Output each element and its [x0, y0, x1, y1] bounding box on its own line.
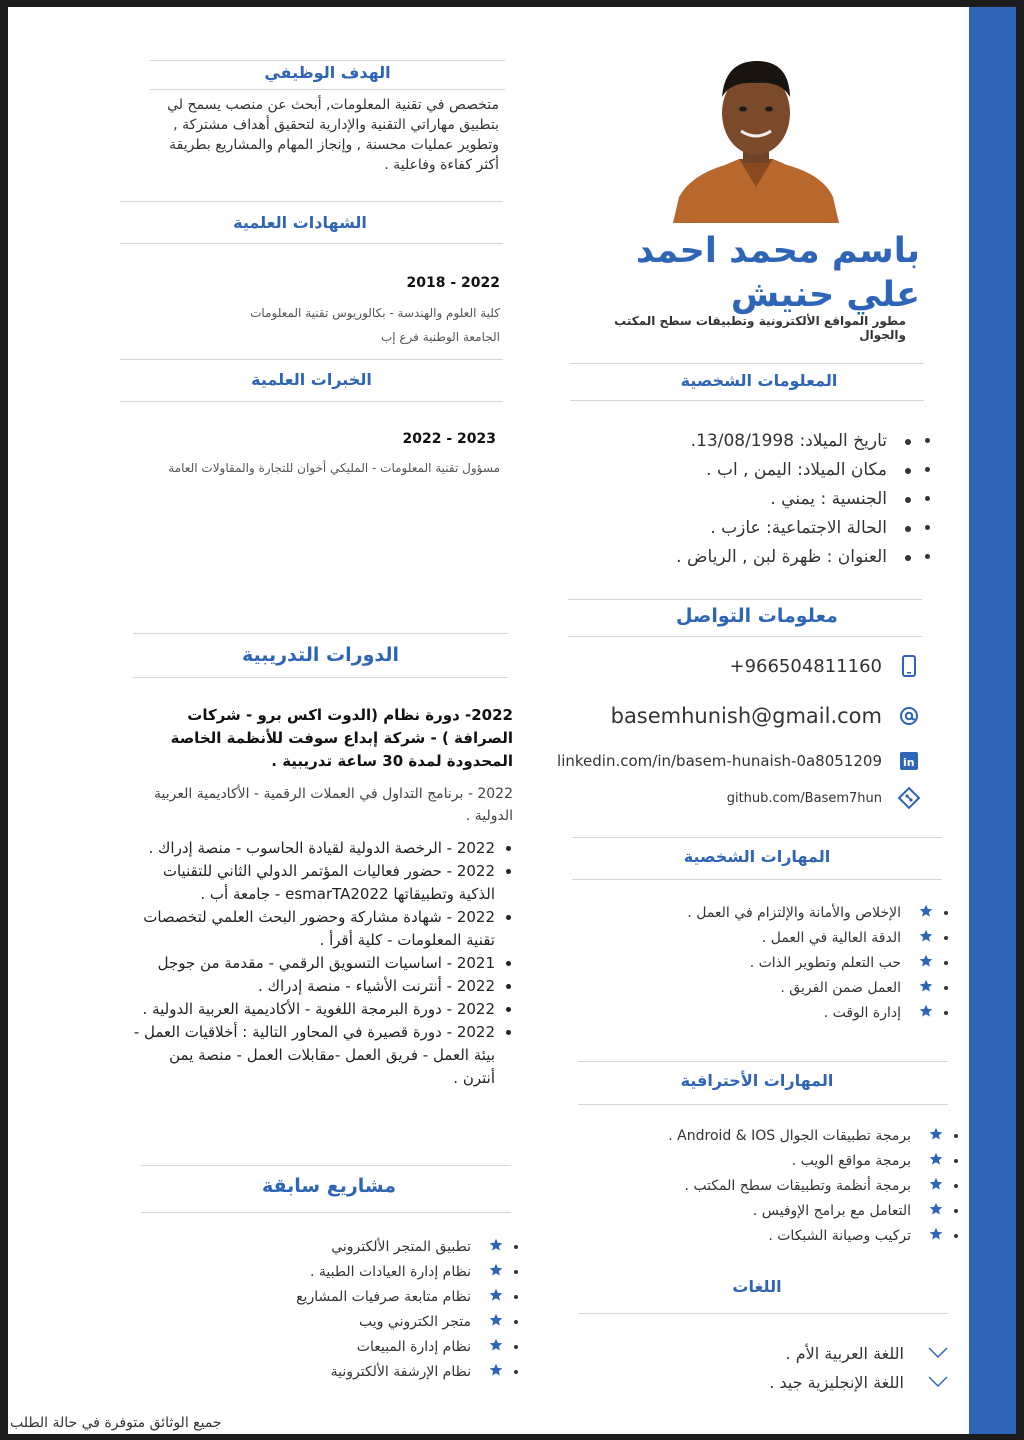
objective-title: الهدف الوظيفي [264, 63, 391, 82]
divider [150, 89, 505, 90]
star-icon [919, 904, 933, 918]
courses-title: الدورات التدريبية [241, 644, 400, 666]
education-title: الشهادات العلمية [233, 213, 367, 232]
list-item [598, 1149, 943, 1174]
divider [120, 201, 503, 202]
contact-phone-row [548, 654, 920, 678]
list-item [208, 1235, 503, 1260]
divider [578, 1061, 948, 1062]
full-name: باسم محمد احمد علي حنيش [636, 231, 920, 315]
divider [568, 636, 922, 637]
courses-bullet-list [133, 837, 513, 1090]
list-item [608, 976, 933, 1001]
projects-list [208, 1235, 503, 1385]
svg-text:in: in [903, 756, 915, 769]
education-degree: كلية العلوم والهندسة - بكالوريوس تقنية المعلومات [250, 306, 500, 320]
language-row [648, 1339, 948, 1367]
experience-years: 2022 - 2023 [402, 431, 496, 447]
email-at-icon [898, 705, 920, 727]
skill-text: برمجة أنظمة وتطبيقات سطح المكتب . [684, 1178, 911, 1194]
linkedin-icon [898, 750, 920, 772]
list-item [598, 1199, 943, 1224]
email-text[interactable]: basemhunish@gmail.com [610, 704, 882, 728]
experience-title: الخبرات العلمية [251, 370, 372, 389]
language-text: اللغة الإنجليزية جيد . [769, 1372, 904, 1392]
list-item: • 2022 - دورة البرمجة اللغوية - الأكاديمية العربية الدولية . [133, 998, 495, 1021]
contact-email-row [548, 704, 920, 728]
star-icon [929, 1152, 943, 1166]
phone-icon [898, 655, 920, 677]
project-text: نظام متابعة صرفيات المشاريع [296, 1289, 471, 1305]
personal-skills-list [608, 901, 933, 1026]
divider [133, 677, 508, 678]
contact-github-row [548, 786, 920, 810]
linkedin-text[interactable]: linkedin.com/in/basem-hunaish-0a8051209 [557, 752, 882, 770]
contact-title: معلومات التواصل [676, 605, 838, 627]
personal-info-item: • مكان الميلاد: اليمن , اب . [608, 456, 913, 485]
skill-text: العمل ضمن الفريق . [780, 980, 901, 996]
course-paragraph: 2022- دورة نظام (الدوت اكس برو - شركات الصرافة ) - شركة إبداع سوفت للأنظمة الخاصة المحدودة لمدة 30 ساعة تدريبية . [170, 706, 513, 770]
side-color-band [969, 7, 1016, 1434]
star-icon [489, 1263, 503, 1277]
list-item [598, 1174, 943, 1199]
resume-page [8, 7, 1016, 1434]
divider [572, 879, 942, 880]
phone-text[interactable]: +966504811160 [729, 655, 882, 677]
project-text: نظام إدارة المبيعات [356, 1339, 471, 1355]
divider [133, 633, 508, 634]
experience-role: مسؤول تقنية المعلومات - المليكي أخوان للتجارة والمقاولات العامة [168, 461, 500, 475]
star-icon [929, 1202, 943, 1216]
professional-skills-list [598, 1124, 943, 1249]
divider [578, 1104, 948, 1105]
language-text: اللغة العربية الأم . [785, 1343, 904, 1363]
professional-skills-title: المهارات الأحترافية [680, 1071, 834, 1090]
divider [141, 1165, 511, 1166]
list-item: • 2022 - الرخصة الدولية لقيادة الحاسوب - منصة إدراك . [133, 837, 495, 860]
star-icon [489, 1363, 503, 1377]
divider [578, 1313, 948, 1314]
languages-title: اللغات [732, 1277, 782, 1296]
list-item: • 2022 - حضور فعاليات المؤتمر الدولي الثاني للتقنيات الذكية وتطبيقاتها esmarTA2022 - جامعة أب . [133, 860, 495, 906]
divider [120, 401, 503, 402]
star-icon [489, 1313, 503, 1327]
skill-text: إدارة الوقت . [823, 1005, 901, 1021]
language-row [648, 1368, 948, 1396]
course-paragraph: 2022 - برنامج التداول في العملات الرقمية - الأكاديمية العربية الدولية . [154, 786, 513, 824]
divider [120, 359, 503, 360]
star-icon [919, 1004, 933, 1018]
list-item: • 2022 - أنترنت الأشياء - منصة إدراك . [133, 975, 495, 998]
personal-info-item: • العنوان : ظهرة لبن , الرياض . [608, 543, 913, 572]
personal-info-list [608, 427, 913, 572]
skill-text: الدقة العالية في العمل . [761, 930, 901, 946]
star-icon [929, 1227, 943, 1241]
divider [141, 1212, 511, 1213]
divider [570, 400, 924, 401]
contact-linkedin-row [508, 749, 920, 773]
list-item [598, 1124, 943, 1149]
github-text[interactable]: github.com/Basem7hun [726, 790, 882, 806]
star-icon [919, 954, 933, 968]
job-subtitle: مطور المواقع الألكترونية وتطبيقات سطح المكتب والجوال [614, 314, 906, 342]
divider [150, 60, 505, 61]
personal-info-item: • تاريخ الميلاد: 13/08/1998. [608, 427, 913, 456]
list-item [208, 1310, 503, 1335]
list-item: • 2022 - شهادة مشاركة وحضور البحث العلمي لتخصصات تقنية المعلومات - كلية أقرأ . [133, 906, 495, 952]
list-item [208, 1260, 503, 1285]
divider [120, 243, 503, 244]
star-icon [919, 979, 933, 993]
skill-text: حب التعلم وتطوير الذات . [749, 955, 901, 971]
objective-text: متخصص في تقنية المعلومات, أبحث عن منصب يسمح لي بتطبيق مهاراتي التقنية والإدارية لتحقيق أهداف مشتركة , وتطوير عمليات محسنة , وإنجاز المهام والمشاريع بطريقة أكثر كفاءة وفاعلية . [167, 97, 499, 173]
list-item [608, 951, 933, 976]
footer-note: جميع الوثائق متوفرة في حالة الطلب [10, 1415, 222, 1431]
list-item [208, 1335, 503, 1360]
list-item [608, 1001, 933, 1026]
project-text: نظام الإرشفة الألكترونية [330, 1364, 471, 1380]
list-item [598, 1224, 943, 1249]
skill-text: برمجة تطبيقات الجوال Android & IOS . [668, 1128, 911, 1144]
check-chevron-icon [928, 1344, 948, 1363]
star-icon [929, 1177, 943, 1191]
star-icon [489, 1338, 503, 1352]
courses-list [133, 704, 513, 1090]
skill-text: تركيب وصيانة الشبكات . [768, 1228, 911, 1244]
profile-photo [665, 47, 847, 223]
projects-title: مشاريع سابقة [261, 1175, 397, 1197]
personal-skills-title: المهارات الشخصية [683, 847, 831, 866]
list-item [608, 926, 933, 951]
education-years: 2018 - 2022 [406, 275, 500, 291]
skill-text: التعامل مع برامج الإوفيس . [752, 1203, 911, 1219]
divider [570, 363, 924, 364]
git-diamond-icon [898, 787, 920, 809]
star-icon [929, 1127, 943, 1141]
list-item [608, 901, 933, 926]
list-item: • 2021 - اساسيات التسويق الرقمي - مقدمة من جوجل [133, 952, 495, 975]
list-item: • 2022 - دورة قصيرة في المحاور التالية : أخلاقيات العمل - بيئة العمل - فريق العمل -مقابلات العمل - منصة يمن أنترن . [133, 1021, 495, 1090]
divider [572, 837, 942, 838]
star-icon [919, 929, 933, 943]
personal-info-title: المعلومات الشخصية [680, 371, 838, 390]
skill-text: الإخلاص والأمانة والإلتزام في العمل . [687, 905, 901, 921]
skill-text: برمجة مواقع الويب . [791, 1153, 911, 1169]
education-university: الجامعة الوطنية فرع إب [380, 330, 500, 344]
personal-info-item: • الحالة الاجتماعية: عازب . [608, 514, 913, 543]
list-item [208, 1285, 503, 1310]
list-item [208, 1360, 503, 1385]
check-chevron-icon [928, 1373, 948, 1392]
divider [568, 599, 922, 600]
star-icon [489, 1288, 503, 1302]
project-text: متجر الكتروني ويب [359, 1314, 471, 1330]
star-icon [489, 1238, 503, 1252]
personal-info-item: • الجنسية : يمني . [608, 485, 913, 514]
project-text: نظام إدارة العيادات الطبية . [310, 1264, 471, 1280]
project-text: تطبيق المتجر الألكتروني [331, 1239, 471, 1255]
